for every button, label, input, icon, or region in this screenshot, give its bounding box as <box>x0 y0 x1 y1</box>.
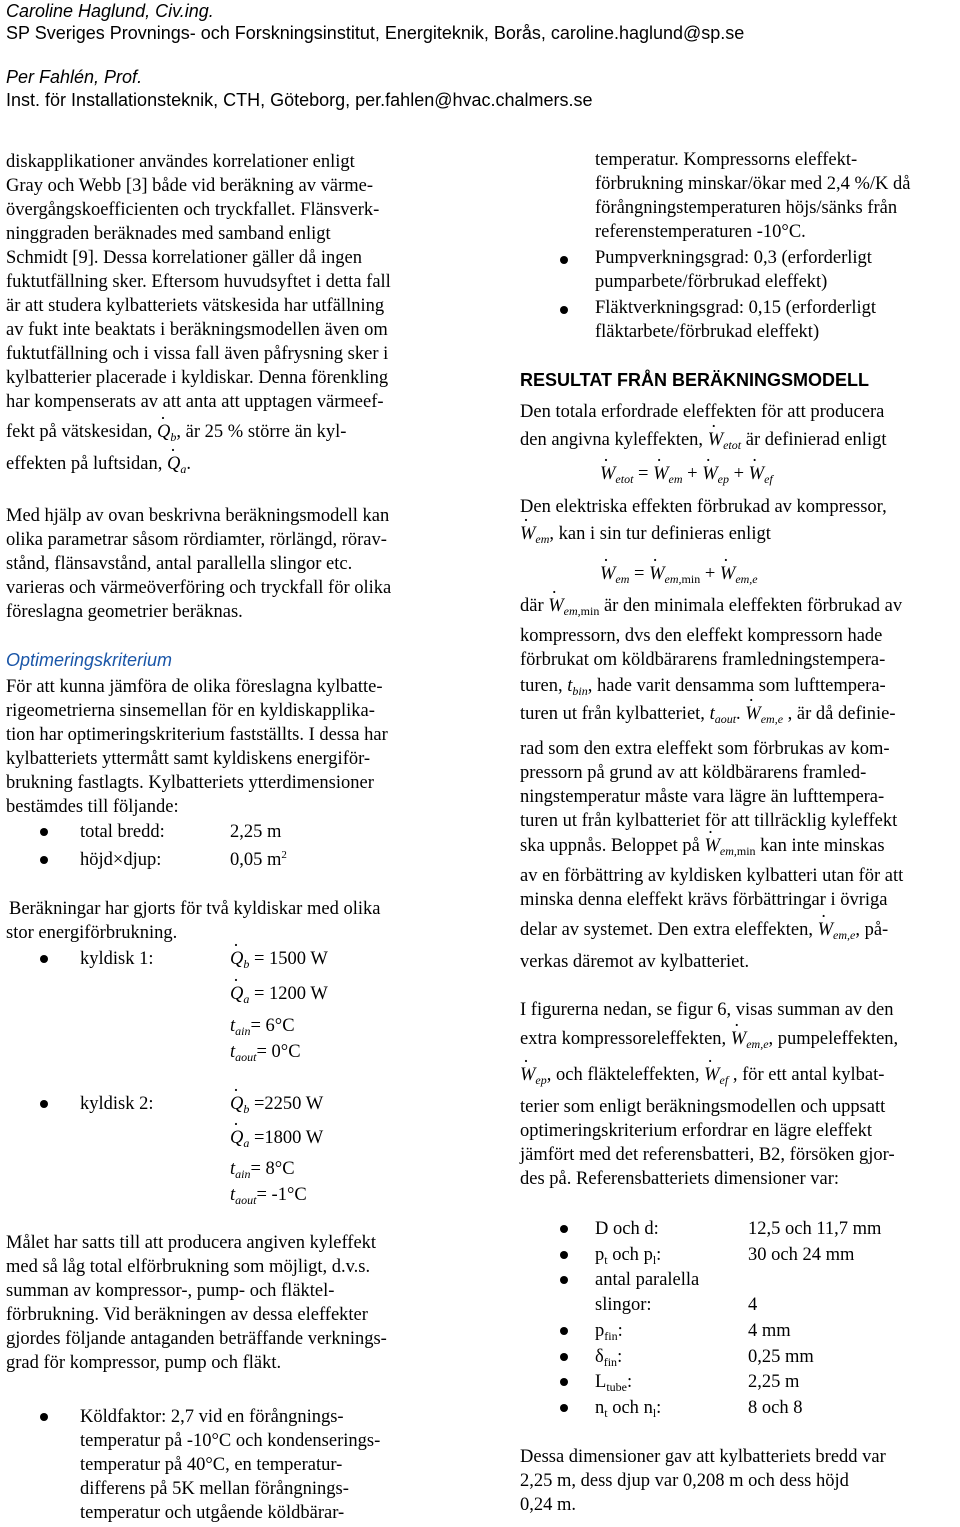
equation-wem: $W \cdot_{em} = W \cdot_{em,min} + W \cdot_{em,e}$ <box>600 562 758 586</box>
bullet-icon <box>560 256 568 264</box>
bullet-icon <box>560 1378 568 1386</box>
text-r15: extra kompressoreleffekten, $W \cdot_{em,e}$, pumpeleffekten, <box>520 1027 898 1051</box>
kyldisk-1-qa: $Q \cdot_a = 1200$ W <box>230 982 328 1006</box>
text-r6: kompressorn, dvs den eleffekt kompressorn hade förbrukat om köldbärarens framledningstempera- <box>520 626 886 670</box>
kyldisk-2-label: kyldisk 2: <box>80 1094 154 1114</box>
param-value-pitch: 30 och 24 mm <box>748 1245 855 1265</box>
param-label-circuits: antal paralella <box>595 1270 700 1290</box>
paragraph-4: Beräkningar har gjorts för två kyldiskar med olika stor energiförbrukning. <box>6 899 381 943</box>
param-label-tube-count: $n_t$ och $n_l$: <box>595 1398 662 1420</box>
dim-value-height: 0,05 $m^2$ <box>230 849 287 870</box>
paragraph-1-line-12: fekt på vätskesidan, $Q \cdot_b$, är 25 % större än kyl- <box>6 420 346 444</box>
text-r17: terier som enligt beräkningsmodellen och uppsatt optimeringskriterium erfordrar en lägre eleffekt jämfört med det referensbatteri, B2, försöken gjor- des på. Referensbatteriets dimensioner var: <box>520 1097 895 1189</box>
text-r10: ska uppnås. Beloppet på $W \cdot_{em,min}$ kan inte minskas <box>520 834 885 858</box>
bullet-icon <box>560 1251 568 1259</box>
paragraph-3: För att kunna jämföra de olika föreslagna kylbatte- rigeometrierna sinsemellan för en kyldiskapplika- tion har optimeringskriterium fastställts. I dessa har kylbatteriets yttermått samt kyldiskens energiför- brukning fastlagts. Kylbatteriets ytterdimensioner bestämdes till följande: <box>6 677 388 817</box>
text-r9: rad som den extra eleffekt som förbrukas av kom- pressorn på grund av att köldbärarens framled- ningstemperatur måste vara lägre än lufttempera- turen ut från kylbatteriet för att tillräcklig kyleffekt <box>520 739 898 831</box>
affiliation-1: SP Sveriges Provnings- och Forskningsinstitut, Energiteknik, Borås, caroline.haglund@sp.se <box>6 23 745 43</box>
dim-label-width: total bredd: <box>80 822 165 842</box>
text-r13: verkas däremot av kylbatteriet. <box>520 952 750 972</box>
bullet-icon <box>560 1225 568 1233</box>
bullet-pump: Pumpverkningsgrad: 0,3 (erforderligt pumparbete/förbrukad eleffekt) <box>595 248 872 292</box>
bullet-compressor-cont: förbrukning minskar/ökar med 2,4 %/K då förångningstemperaturen höjs/sänks från referenstemperaturen -10°C. <box>595 174 911 242</box>
text-r3: Den elektriska effekten förbrukad av kompressor, <box>520 497 887 517</box>
kyldisk-2-tain: $t_{ain}= 8^\circ C$ <box>230 1159 295 1181</box>
bullet-icon <box>40 955 48 963</box>
param-value-fin-thickness: 0,25 mm <box>748 1347 814 1367</box>
subheading-optimeringskriterium: Optimeringskriterium <box>6 650 173 670</box>
bullet-icon <box>560 1404 568 1412</box>
text-r12: delar av systemet. Den extra eleffekten, $W \cdot_{em,e}$, på- <box>520 918 888 942</box>
param-label-circuits-2: slingor: <box>595 1295 652 1315</box>
text-r4: $W \cdot_{em}$, kan i sin tur definieras enligt <box>520 522 771 546</box>
param-value-tube-length: 2,25 m <box>748 1372 800 1392</box>
param-value-fin-pitch: 4 mm <box>748 1321 791 1341</box>
bullet-icon <box>40 1413 48 1421</box>
author-2: Per Fahlén, Prof. <box>6 67 143 87</box>
kyldisk-1-taout: $t_{aout}= 0^\circ C$ <box>230 1042 301 1064</box>
param-label-fin-pitch: $p_{fin}$: <box>595 1321 623 1343</box>
equation-wetot: $W \cdot_{etot} = W \cdot_{em} + W \cdot_{ep} + W \cdot_{ef}$ <box>600 462 773 486</box>
dim-label-height: höjd×djup: <box>80 850 162 870</box>
text-r8: turen ut från kylbatteriet, $t_{aout}$. $W \cdot_{em,e}$ , är då definie- <box>520 702 896 726</box>
bullet-icon <box>560 1353 568 1361</box>
bullet-icon <box>40 856 48 864</box>
bullet-icon <box>560 1327 568 1335</box>
text-r16: $W \cdot_{ep}$, och fläkteleffekten, $W \cdot_{ef}$ , för ett antal kylbat- <box>520 1063 884 1087</box>
text-r18: Dessa dimensioner gav att kylbatteriets bredd var 2,25 m, dess djup var 0,208 m och dess höjd 0,24 m. <box>520 1447 886 1515</box>
paragraph-2: Med hjälp av ovan beskrivna beräkningsmodell kan olika parametrar såsom rördiamter, rörlängd, rörav- stånd, flänsavstånd, antal parallella slingor etc. varieras och värmeöverföring och tryckfall för olika föreslagna geometrier beräknas. <box>6 506 392 622</box>
bullet-koldfaktor-cont: temperatur. Kompressorns eleffekt- <box>595 150 858 170</box>
bullet-icon <box>560 306 568 314</box>
text-r7: turen, $t_{bin}$, hade varit densamma som lufttempera- <box>520 676 886 698</box>
kyldisk-1-tain: $t_{ain}= 6^\circ C$ <box>230 1016 295 1038</box>
bullet-icon <box>560 1276 568 1284</box>
bullet-icon <box>40 828 48 836</box>
param-value-circuits: 4 <box>748 1295 758 1315</box>
kyldisk-1-label: kyldisk 1: <box>80 949 154 969</box>
bullet-koldfaktor: Köldfaktor: 2,7 vid en förångnings- temperatur på -10°C och kondenserings- temperatur på 40°C, en temperatur- differens på 5K mellan förångnings- temperatur och utgående köldbärar- <box>80 1407 381 1523</box>
param-value-diameter: 12,5 och 11,7 mm <box>748 1219 882 1239</box>
param-label-pitch: $p_t$ och $p_l$: <box>595 1245 662 1267</box>
text-r11: av en förbättring av kyldisken kylbatteri utan för att minska denna eleffekt krävs förbättringar i övriga <box>520 866 904 910</box>
affiliation-2: Inst. för Installationsteknik, CTH, Göteborg, per.fahlen@hvac.chalmers.se <box>6 90 593 110</box>
kyldisk-2-qb: $Q \cdot_b =2250$ W <box>230 1092 323 1116</box>
bullet-icon <box>40 1100 48 1108</box>
bullet-fan: Fläktverkningsgrad: 0,15 (erforderligt fläktarbete/förbrukad eleffekt) <box>595 298 877 342</box>
param-label-diameter: D och d: <box>595 1219 659 1239</box>
kyldisk-1-qb: $Q \cdot_b = 1500$ W <box>230 947 328 971</box>
section-heading-resultat: RESULTAT FRÅN BERÄKNINGSMODELL <box>520 370 869 390</box>
text-r2: den angivna kyleffekten, $W \cdot_{etot}$ är definierad enligt <box>520 428 886 452</box>
dim-value-width: 2,25 m <box>230 822 282 842</box>
text-r5: där $W \cdot_{em,min}$ är den minimala eleffekten förbrukad av <box>520 594 902 618</box>
paragraph-1: diskapplikationer användes korrelationer enligt Gray och Webb [3] både vid beräkning av värme- övergångskoefficienten och tryckfallet. Flänsverk- ninggraden beräknades med samband enligt Schmidt [9]. Dessa korrelationer gäller då ingen fuktutfällning sker. Eftersom huvudsyftet i detta fall är att studera kylbatteriets vätskesida har utfällning av fukt inte beaktats i beräkningsmodellen även om fuktutfällning och i vissa fall även påfrysning sker i kylbatterier placerade i kyldiskar. Denna förenkling har kompenserats av att anta att upptagen värmeef- <box>6 152 391 412</box>
param-label-fin-thickness: $\delta_{fin}$: <box>595 1347 623 1369</box>
param-value-tube-count: 8 och 8 <box>748 1398 803 1418</box>
author-1: Caroline Haglund, Civ.ing. <box>6 1 214 21</box>
paragraph-5: Målet har satts till att producera angiven kyleffekt med så låg total elförbrukning som möjligt, d.v.s. summan av kompressor-, pump- och fläktel- förbrukning. Vid beräkningen av dessa eleffekter gjordes följande antaganden beträffande verknings- grad för kompressor, pump och fläkt. <box>6 1233 387 1373</box>
param-label-tube-length: $L_{tube}$: <box>595 1372 633 1394</box>
text-r1: Den totala erfordrade eleffekten för att producera <box>520 402 885 422</box>
paragraph-1-line-13: effekten på luftsidan, $Q \cdot_a$. <box>6 452 191 476</box>
kyldisk-2-taout: $t_{aout}= -1^\circ C$ <box>230 1185 307 1207</box>
text-r14: I figurerna nedan, se figur 6, visas summan av den <box>520 1000 894 1020</box>
kyldisk-2-qa: $Q \cdot_a =1800$ W <box>230 1126 323 1150</box>
